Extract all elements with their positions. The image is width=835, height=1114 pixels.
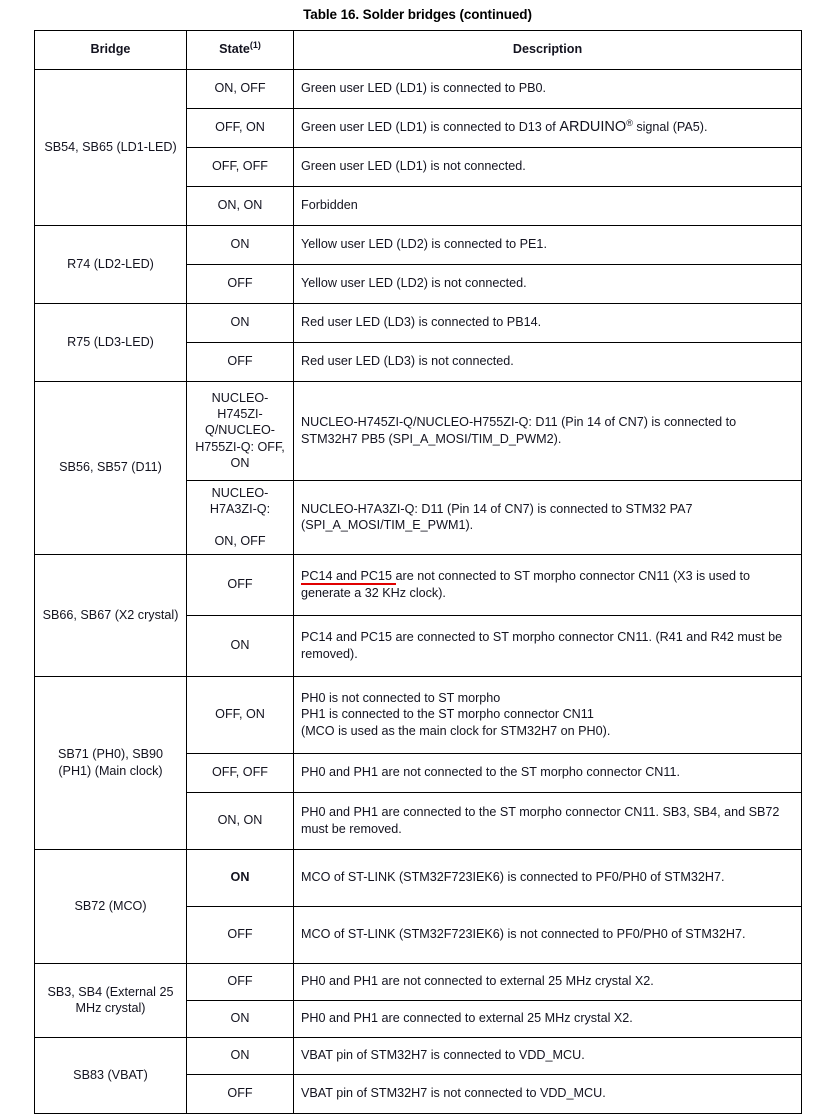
- description-cell: VBAT pin of STM32H7 is not connected to VDD_MCU.: [294, 1074, 802, 1113]
- description-cell: Red user LED (LD3) is connected to PB14.: [294, 303, 802, 342]
- description-cell: Yellow user LED (LD2) is not connected.: [294, 264, 802, 303]
- description-cell: MCO of ST-LINK (STM32F723IEK6) is connected to PF0/PH0 of STM32H7.: [294, 849, 802, 906]
- column-header-state-label: State: [219, 42, 250, 57]
- state-cell: OFF: [187, 963, 294, 1000]
- description-cell: [294, 554, 802, 615]
- bridge-cell: SB72 (MCO): [35, 849, 187, 963]
- arduino-wordmark: ARDUINO: [559, 119, 627, 136]
- column-header-state: [187, 30, 294, 69]
- table-row: [35, 676, 802, 753]
- table-header-row: [35, 30, 802, 69]
- state-cell: ON: [187, 303, 294, 342]
- state-cell: ON: [187, 225, 294, 264]
- description-cell: PH0 and PH1 are connected to external 25 MHz crystal X2.: [294, 1000, 802, 1037]
- bridge-cell: SB71 (PH0), SB90 (PH1) (Main clock): [35, 676, 187, 849]
- description-cell-arduino: [294, 108, 802, 147]
- description-cell: MCO of ST-LINK (STM32F723IEK6) is not connected to PF0/PH0 of STM32H7.: [294, 906, 802, 963]
- state-cell: OFF, ON: [187, 108, 294, 147]
- description-cell: Green user LED (LD1) is not connected.: [294, 147, 802, 186]
- bridge-cell: SB56, SB57 (D11): [35, 381, 187, 554]
- table-row: [35, 963, 802, 1000]
- footnote-marker: (1): [249, 40, 261, 51]
- state-cell: ON, OFF: [187, 69, 294, 108]
- table-row: [35, 554, 802, 615]
- description-cell: PH0 and PH1 are not connected to external 25 MHz crystal X2.: [294, 963, 802, 1000]
- description-cell: NUCLEO-H7A3ZI-Q: D11 (Pin 14 of CN7) is connected to STM32 PA7 (SPI_A_MOSI/TIM_E_PWM1).: [294, 480, 802, 554]
- table-row: [35, 381, 802, 480]
- state-cell: ON: [187, 1037, 294, 1074]
- state-cell: OFF, OFF: [187, 753, 294, 792]
- state-cell: ON, ON: [187, 792, 294, 849]
- state-cell: OFF: [187, 554, 294, 615]
- bridge-cell: SB83 (VBAT): [35, 1037, 187, 1113]
- bridge-cell: R75 (LD3-LED): [35, 303, 187, 381]
- description-text-suffix: signal (PA5).: [632, 120, 708, 135]
- state-cell: OFF: [187, 1074, 294, 1113]
- table-row: [35, 303, 802, 342]
- table-header: [35, 30, 802, 69]
- description-text-prefix: Green user LED (LD1) is connected to D13 of: [301, 120, 560, 135]
- bridge-cell: SB54, SB65 (LD1-LED): [35, 69, 187, 225]
- table-row: [35, 849, 802, 906]
- description-cell: Red user LED (LD3) is not connected.: [294, 342, 802, 381]
- bridge-cell: SB66, SB67 (X2 crystal): [35, 554, 187, 676]
- state-cell: OFF: [187, 342, 294, 381]
- description-cell: NUCLEO-H745ZI-Q/NUCLEO-H755ZI-Q: D11 (Pin 14 of CN7) is connected to STM32H7 PB5 (SPI_A_MOSI/TIM_D_PWM2).: [294, 381, 802, 480]
- description-cell: Forbidden: [294, 186, 802, 225]
- column-header-bridge: Bridge: [35, 30, 187, 69]
- description-cell: PC14 and PC15 are connected to ST morpho connector CN11. (R41 and R42 must be removed).: [294, 615, 802, 676]
- state-cell: OFF: [187, 264, 294, 303]
- state-cell: ON: [187, 1000, 294, 1037]
- bridge-cell: SB3, SB4 (External 25 MHz crystal): [35, 963, 187, 1037]
- description-text: are not connected to ST morpho connector CN11 (X3 is used to generate a 32 KHz clock).: [301, 569, 750, 600]
- column-header-description: Description: [294, 30, 802, 69]
- table-title: Table 16. Solder bridges (continued): [303, 7, 532, 22]
- description-cell: PH0 is not connected to ST morpho PH1 is connected to the ST morpho connector CN11 (MCO is used as the main clock for STM32H7 on PH0).: [294, 676, 802, 753]
- state-cell: ON: [187, 849, 294, 906]
- state-cell: NUCLEO-H7A3ZI-Q: ON, OFF: [187, 480, 294, 554]
- state-cell: NUCLEO-H745ZI-Q/NUCLEO-H755ZI-Q: OFF, ON: [187, 381, 294, 480]
- state-cell: OFF, OFF: [187, 147, 294, 186]
- description-cell: Green user LED (LD1) is connected to PB0.: [294, 69, 802, 108]
- solder-bridges-table: [34, 30, 802, 1114]
- highlighted-text: PC14 and PC15: [301, 569, 396, 584]
- table-row: [35, 1037, 802, 1074]
- state-cell: ON: [187, 615, 294, 676]
- state-cell: ON, ON: [187, 186, 294, 225]
- table-body: [35, 69, 802, 1113]
- bridge-cell: R74 (LD2-LED): [35, 225, 187, 303]
- description-cell: PH0 and PH1 are not connected to the ST morpho connector CN11.: [294, 753, 802, 792]
- registered-trademark-icon: ®: [626, 118, 633, 129]
- table-row: [35, 69, 802, 108]
- description-cell: VBAT pin of STM32H7 is connected to VDD_MCU.: [294, 1037, 802, 1074]
- state-cell: OFF: [187, 906, 294, 963]
- description-cell: Yellow user LED (LD2) is connected to PE1.: [294, 225, 802, 264]
- description-cell: PH0 and PH1 are connected to the ST morpho connector CN11. SB3, SB4, and SB72 must be removed.: [294, 792, 802, 849]
- table-row: [35, 225, 802, 264]
- state-cell: OFF, ON: [187, 676, 294, 753]
